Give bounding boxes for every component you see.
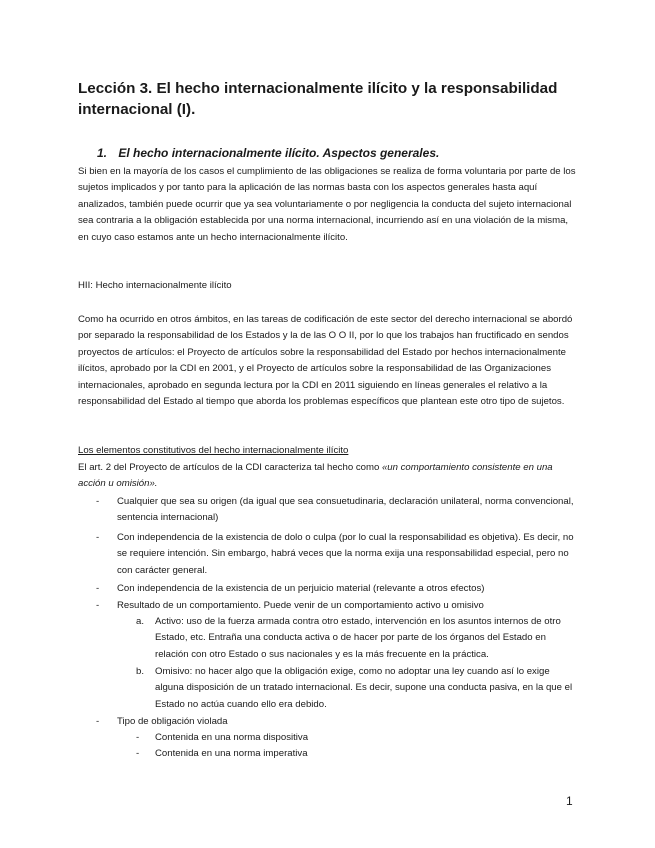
sublist-item-text: Omisivo: no hacer algo que la obligación exige, como no adoptar una ley cuando así lo exige alguna disposición de un tratado internacional. Es decir, supone una conducta pasiva, en la que el Estado no actúa cuando ello era debido. [155,666,573,710]
list-item-text: Cualquier que sea su origen (da igual que sea consuetudinaria, declaración unilateral, norma convencional, sentencia internacional) [117,496,574,524]
art2-paragraph [78,460,578,493]
sublist-label: b. [136,666,145,677]
list-dash: - [96,716,100,727]
section-heading-text: El hecho internacionalmente ilícito. Aspectos generales. [118,146,440,160]
abbreviation-line: HII: Hecho internacionalmente ilícito [78,280,232,291]
list-item-text: Con independencia de la existencia de dolo o culpa (por lo cual la responsabilidad es objetiva). Es decir, no se requiere intención. Sin embargo, habrá veces que la norma exija una responsabilidad especial, pero no con carácter general. [117,532,574,576]
codification-paragraph: Como ha ocurrido en otros ámbitos, en las tareas de codificación de este sector del derecho internacional se abordó por separado la responsabilidad de los Estados y la de las O O II, por lo que los trabajos han fructificado en sendos proyectos de artículos: el Proyecto de artículos sobre la responsabilidad del Estado por hechos internacionalmente ilícitos, aprobado por la CDI en 2001, y el Proyecto de artículos sobre la responsabilidad de las Organizaciones internacionales, aprobado en segunda lectura por la CDI en 2011 siguiendo en líneas generales el relativo a la responsabilidad del Estado al tiempo que aborda los problemas específicos que plantean este otro tipo de sujetos. [78,314,573,408]
section-heading [97,146,439,160]
list-dash: - [96,583,100,594]
page-number: 1 [566,794,573,808]
list-item-text: Con independencia de la existencia de un perjuicio material (relevante a otros efectos) [117,583,485,594]
list-dash: - [96,600,100,611]
intro-paragraph: Si bien en la mayoría de los casos el cumplimiento de las obligaciones se realiza de forma voluntaria por parte de los sujetos implicados y por tanto para la aplicación de las normas basta con los aspectos generales hasta aquí analizados, también puede ocurrir que ya sea voluntariamente o por negligencia la conducta del sujeto internacional sea contraria a la obligación establecida por una norma internacional, incurriendo así en una violación de la misma, en cuyo caso estamos ante un hecho internacionalmente ilícito. [78,166,576,243]
sublist-dash: - [136,732,140,743]
list-item-text: Resultado de un comportamiento. Puede venir de un comportamiento activo u omisivo [117,600,484,611]
elements-subheading: Los elementos constitutivos del hecho internacionalmente ilícito [78,445,349,456]
list-item-text: Tipo de obligación violada [117,716,228,727]
art2-intro: El art. 2 del Proyecto de artículos de la CDI caracteriza tal hecho como [78,462,382,473]
sublist-item-text: Contenida en una norma imperativa [155,748,308,759]
list-dash: - [96,532,100,543]
lesson-title: Lección 3. El hecho internacionalmente ilícito y la responsabilidad internacional (I). [78,80,558,118]
sublist-item-text: Contenida en una norma dispositiva [155,732,309,743]
sublist-item-text: Activo: uso de la fuerza armada contra otro estado, intervención en los asuntos internos de otro Estado, etc. Entraña una conducta activa o de hacer por parte de los órganos del Estado en relación con otro Estado o sus nacionales y es la más frecuente en la práctica. [155,616,561,660]
art2-quote: «un comportamiento consistente en una acción u omisión». [78,462,553,490]
list-dash: - [96,496,100,507]
sublist-label: a. [136,616,145,627]
sublist-dash: - [136,748,140,759]
section-number: 1. [97,146,108,160]
